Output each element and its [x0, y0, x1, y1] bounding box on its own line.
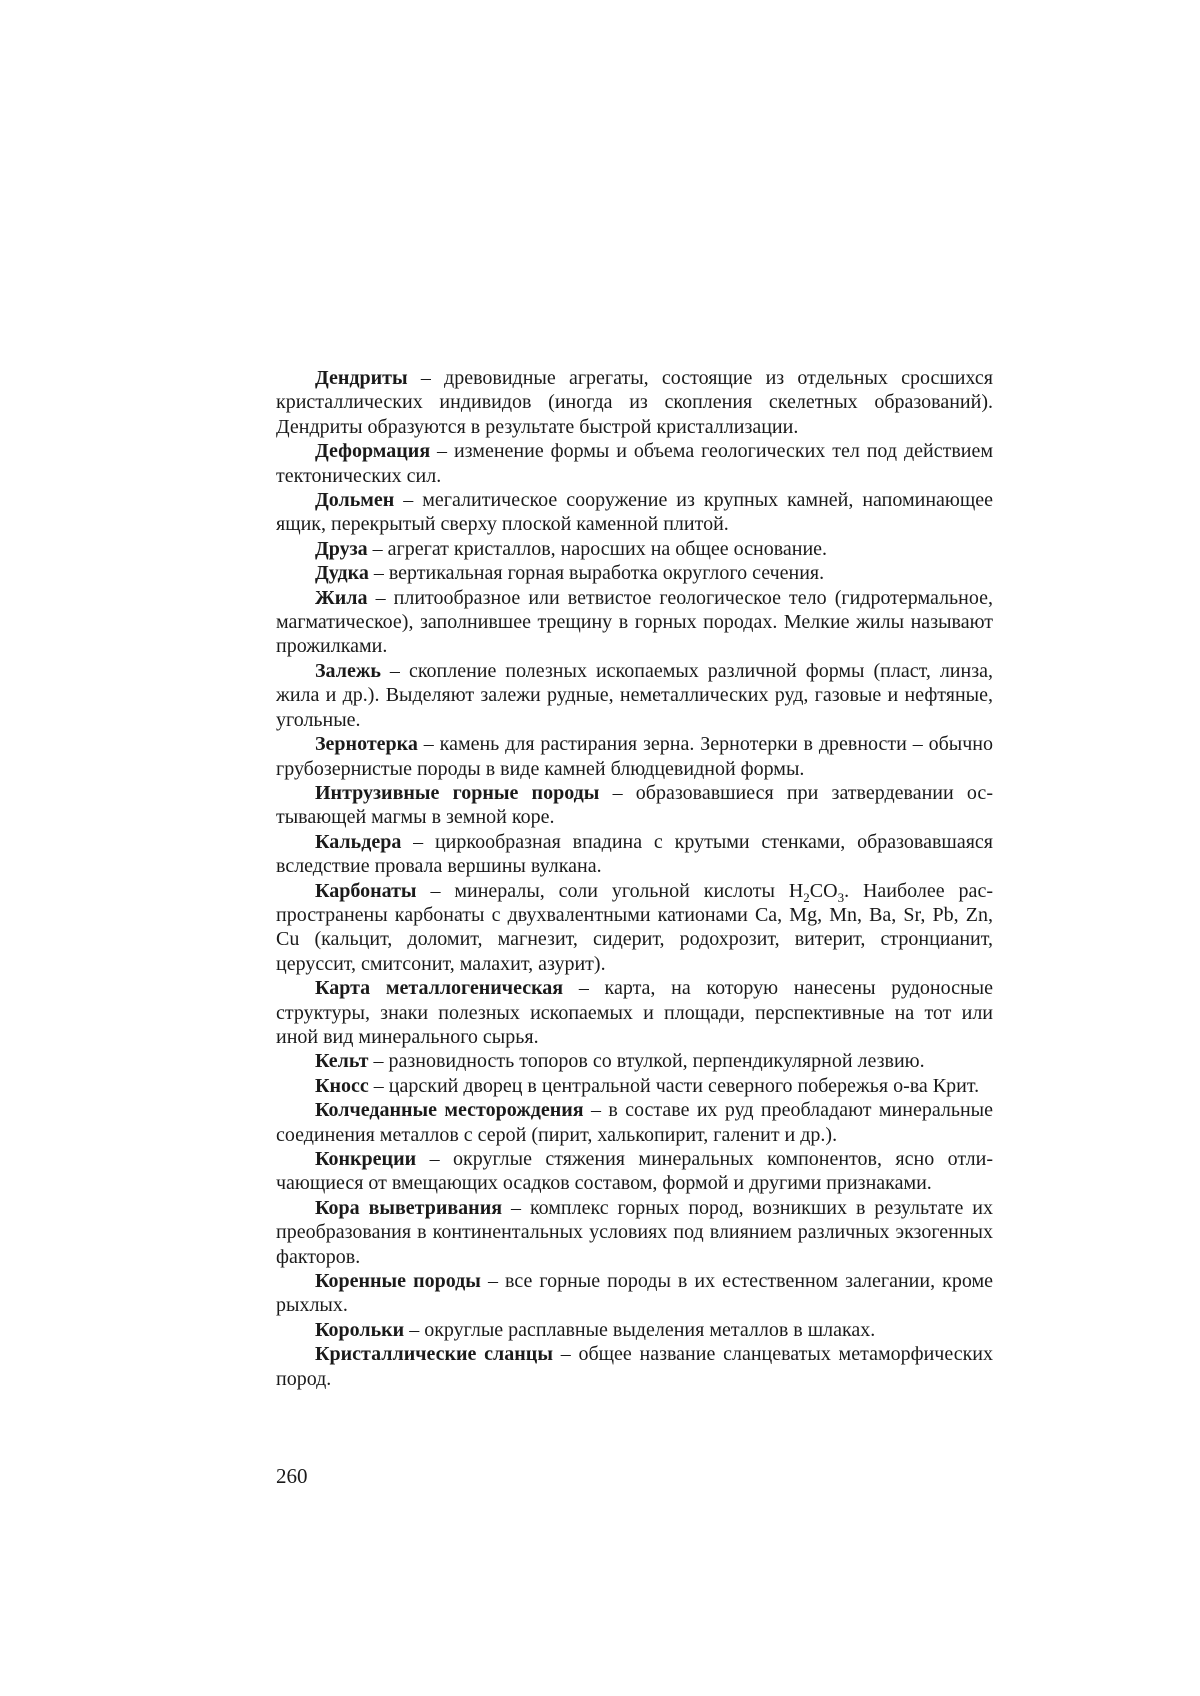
entry-definition: – разновидность топоров со втулкой, перпендикулярной лезвию.	[368, 1050, 924, 1072]
entry-definition: – изменение формы и объема геологических тел под дейст­вием тектонических сил.	[276, 440, 993, 486]
glossary-entry-dendrity	[276, 366, 993, 439]
entry-term: Дольмен	[315, 489, 394, 511]
entry-term: Корольки	[315, 1319, 404, 1341]
entry-term: Дудка	[315, 562, 369, 584]
glossary-entry-korennye-porody	[276, 1269, 993, 1318]
entry-term: Карбонаты	[315, 880, 417, 902]
entry-definition: – плитообразное или ветвистое геологическое тело (гидротер­мальное, магматическое), заполнившее трещину в горных породах. Мелкие жилы называют прожилками.	[276, 587, 993, 658]
glossary-entry-zhila	[276, 586, 993, 659]
formula-part: CO	[810, 880, 838, 902]
entry-definition: – мегалитическое сооружение из крупных камней, напоми­нающее ящик, перекрытый сверху плоской каменной плитой.	[276, 489, 993, 535]
glossary-entry-konkretsii	[276, 1147, 993, 1196]
entry-definition-after-formula: . Наиболее рас­пространены карбонаты с двухвалентными катионами Ca, Mg, Mn, Ba, Sr, Pb, Zn, Cu (кальцит, доломит, магнезит, сидерит, родохрозит, витерит, стронциа­нит, церуссит, смитсонит, малахит, азурит).	[276, 880, 993, 975]
entry-definition: – камень для растирания зерна. Зернотерки в древности – обычно грубозернистые породы в виде камней блюдцевидной формы.	[276, 733, 993, 779]
glossary-entry-zalezh	[276, 659, 993, 732]
entry-term: Кносс	[315, 1075, 369, 1097]
glossary-entry-karta-metallogenicheskaya	[276, 976, 993, 1049]
entry-definition: – общее название сланцеватых метаморфиче­ских пород.	[276, 1343, 993, 1389]
entry-term: Жила	[315, 587, 368, 609]
entry-definition: – округлые стяжения минеральных компонентов, ясно отли­чающиеся от вмещающих осадков составом, формой и другими признаками.	[276, 1148, 993, 1194]
formula-subscript: 3	[838, 890, 845, 905]
entry-term: Зернотерка	[315, 733, 418, 755]
entry-term: Кристаллические сланцы	[315, 1343, 553, 1365]
glossary-entry-intruzivnye-gornye-porody	[276, 781, 993, 830]
entry-term: Кельт	[315, 1050, 368, 1072]
entry-definition: – скопление полезных ископаемых различной формы (пласт, линза, жила и др.). Выделяют залежи рудные, неметаллических руд, газовые и нефтяные, угольные.	[276, 660, 993, 731]
glossary-entry-kelt	[276, 1049, 993, 1073]
formula-subscript: 2	[803, 890, 810, 905]
entry-definition: – в составе их руд преобладают мине­ральные соединения металлов с серой (пирит, халькопирит, галенит и др.).	[276, 1099, 993, 1145]
glossary-entry-kristallicheskie-slantsy	[276, 1342, 993, 1391]
entry-definition: – древовидные агрегаты, состоящие из отдельных сросшихся кристаллических индивидов (иногда из скопления скелетных образований). Дендриты образуются в результате быстрой кристаллизации.	[276, 367, 993, 438]
entry-term: Кора выветривания	[315, 1197, 502, 1219]
glossary-page-body	[276, 366, 993, 1391]
glossary-entry-deformatsiya	[276, 439, 993, 488]
entry-definition: – вертикальная горная выработка округлого сечения.	[369, 562, 824, 584]
entry-term: Дендриты	[315, 367, 408, 389]
glossary-entry-kolchedannye-mestorozhdeniya	[276, 1098, 993, 1147]
entry-term: Карта металлогеническая	[315, 977, 563, 999]
entry-definition-before-formula: – минералы, соли угольной кислоты H	[417, 880, 804, 902]
glossary-entry-dolmen	[276, 488, 993, 537]
glossary-entry-knoss	[276, 1074, 993, 1098]
glossary-entry-druza	[276, 537, 993, 561]
entry-definition: – округлые расплавные выделения металлов в шлаках.	[404, 1319, 875, 1341]
glossary-entry-dudka	[276, 561, 993, 585]
entry-definition: – карта, на которую нанесены рудоносные структуры, знаки полезных ископаемых и площади, перспективные на тот или иной вид минерального сырья.	[276, 977, 993, 1048]
entry-term: Кальдера	[315, 831, 401, 853]
entry-definition: – образовавшиеся при затвердевании ос­тывающей магмы в земной коре.	[276, 782, 993, 828]
glossary-entry-kaldera	[276, 830, 993, 879]
entry-definition: – царский дворец в центральной части северного побережья о-ва Крит.	[369, 1075, 979, 1097]
entry-definition: – комплекс горных пород, возникших в результате их преобразования в континентальных условиях под влиянием различных экзогенных факторов.	[276, 1197, 993, 1268]
glossary-entry-zernoterka	[276, 732, 993, 781]
entry-term: Конкреции	[315, 1148, 416, 1170]
page-number: 260	[276, 1464, 308, 1488]
glossary-entry-kora-vyvetrivaniya	[276, 1196, 993, 1269]
entry-definition: – циркообразная впадина с крутыми стенками, образовавшаяся вследствие провала вершины вулкана.	[276, 831, 993, 877]
entry-definition: – агрегат кристаллов, наросших на общее основание.	[368, 538, 827, 560]
entry-term: Интрузивные горные породы	[315, 782, 599, 804]
glossary-entry-korolki	[276, 1318, 993, 1342]
entry-term: Колчеданные месторождения	[315, 1099, 584, 1121]
glossary-entry-karbonaty	[276, 879, 993, 977]
entry-term: Залежь	[315, 660, 381, 682]
entry-term: Друза	[315, 538, 368, 560]
entry-definition: – все горные породы в их естественном залегании, кроме рыхлых.	[276, 1270, 993, 1316]
entry-term: Коренные породы	[315, 1270, 481, 1292]
entry-term: Деформация	[315, 440, 430, 462]
